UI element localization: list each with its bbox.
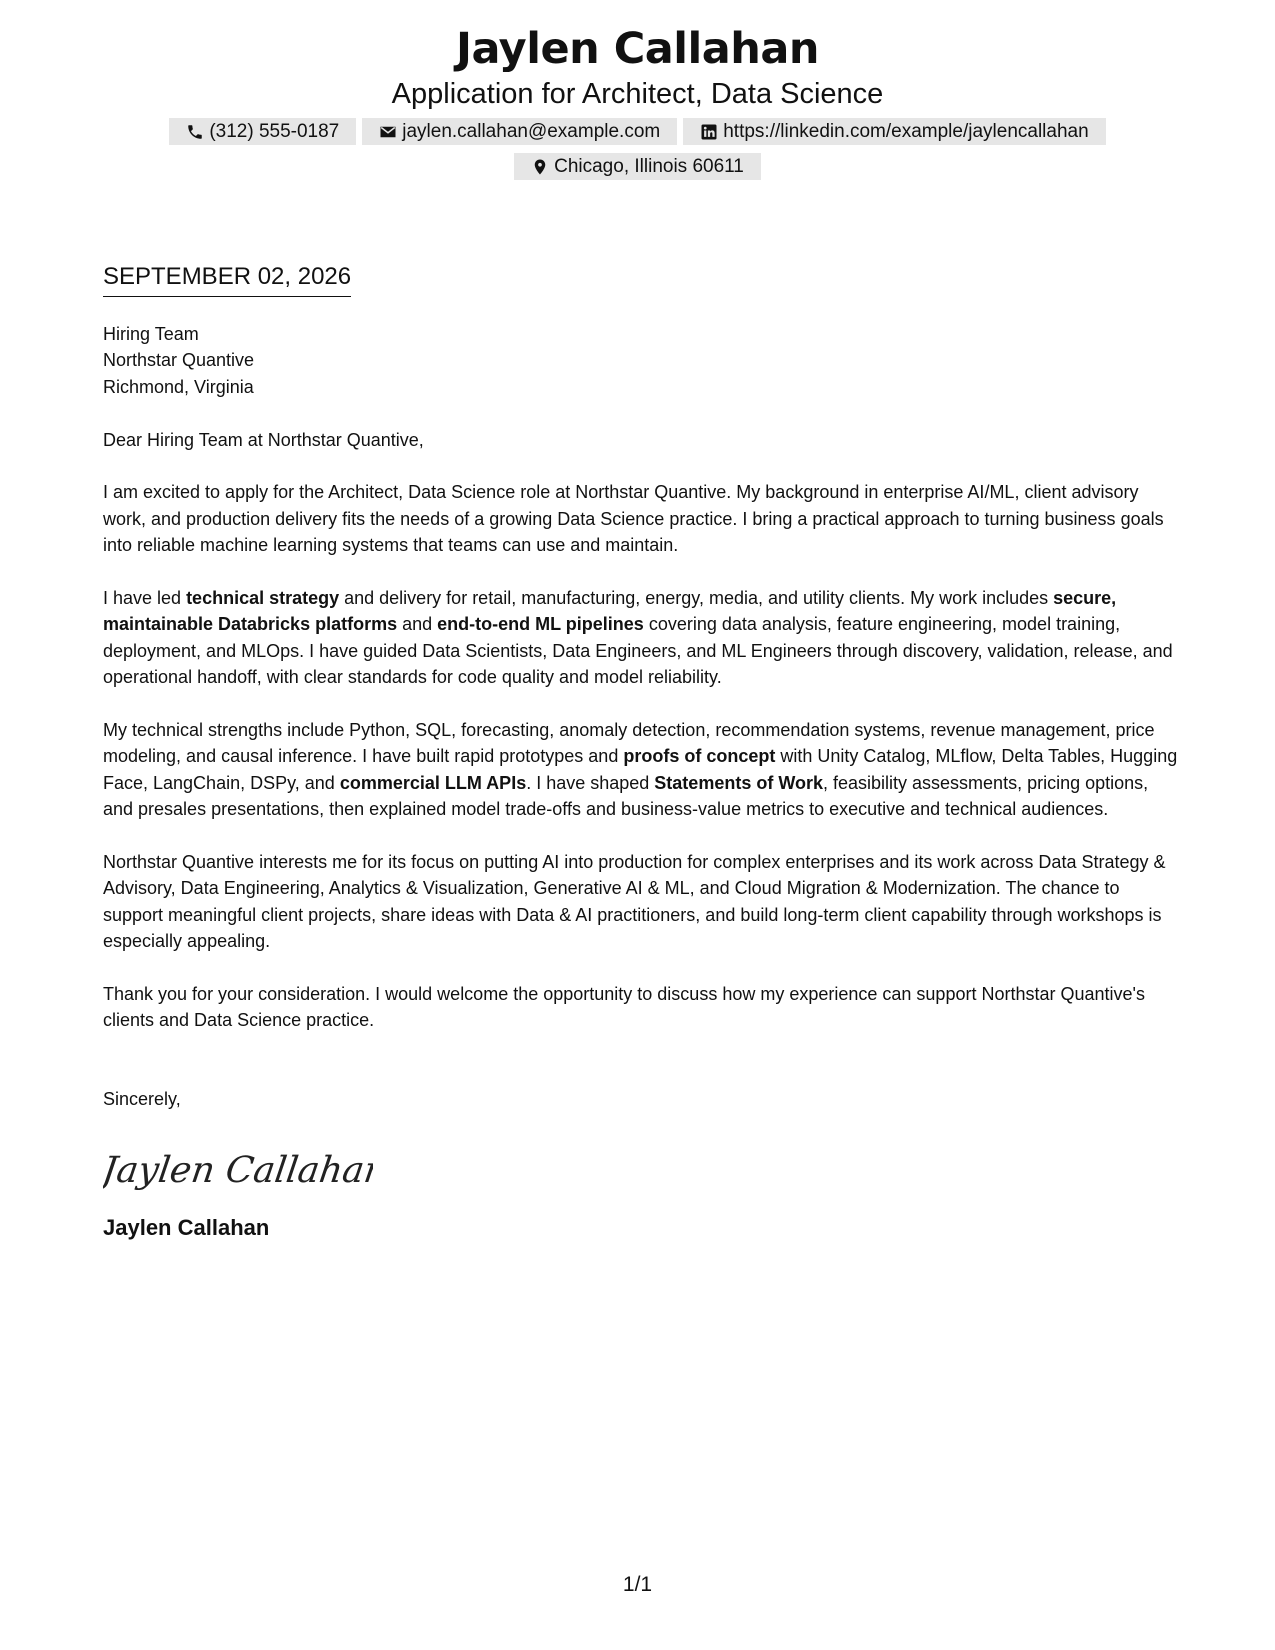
greeting: Dear Hiring Team at Northstar Quantive,: [103, 429, 424, 450]
letter-body: [103, 321, 1178, 1242]
closing: Sincerely,: [103, 1088, 181, 1109]
linkedin-text: https://linkedin.com/example/jaylencallahan: [723, 121, 1089, 142]
phone-chip[interactable]: [169, 118, 356, 145]
phone-text: (312) 555-0187: [209, 121, 340, 142]
email-chip[interactable]: [362, 118, 677, 145]
bold-text: commercial LLM APIs: [339, 772, 527, 793]
page-number: 1/1: [622, 1573, 653, 1596]
text-run: My technical strengths include Python, SQL, forecasting, anomaly detection, recommendation systems, revenue management, price modeling, and causal inference. I have built rapid prototypes and: [103, 720, 1155, 767]
letter-date: SEPTEMBER 02, 2026: [103, 262, 351, 297]
map-pin-icon: [531, 158, 549, 176]
contact-info: [0, 118, 1275, 180]
application-subtitle: Application for Architect, Data Science: [391, 78, 884, 110]
location-text: Chicago, Illinois 60611: [554, 156, 744, 177]
paragraph-1: I am excited to apply for the Architect, Data Science role at Northstar Quantive. My background in enterprise AI/ML, client advisory work, and production delivery fits the needs of a growing Data Science practice. I bring a practical approach to turning business goals into reliable machine learning systems that teams can use and maintain.: [103, 482, 1164, 556]
bold-text: secure, maintainable Databricks platforms: [103, 588, 1117, 635]
text-run: and: [397, 614, 438, 635]
contact-row-1: [0, 118, 1275, 145]
applicant-name: Jaylen Callahan: [455, 24, 820, 74]
paragraph-5: Thank you for your consideration. I would welcome the opportunity to discuss how my experience can support Northstar Quantive's clients and Data Science practice.: [103, 984, 1145, 1031]
bold-text: Statements of Work: [654, 772, 823, 793]
text-run: with Unity Catalog, MLflow, Delta Tables, Hugging Face, LangChain, DSPy, and: [103, 746, 1178, 793]
svg-text:Jaylen Callahan: Jaylen Callahan: [103, 1148, 373, 1192]
bold-text: proofs of concept: [623, 746, 776, 767]
contact-row-2: [0, 153, 1275, 180]
phone-icon: [186, 123, 204, 141]
text-run: , feasibility assessments, pricing options, and presales presentations, then explained model trade-offs and business-value metrics to executive and technical audiences.: [103, 772, 1149, 820]
bold-text: technical strategy: [186, 588, 340, 609]
text-run: covering data analysis, feature engineering, model training, deployment, and MLOps. I have guided Data Scientists, Data Engineers, and ML Engineers through discovery, validation, release, and operational handoff, with clear standards for code quality and model reliability.: [103, 614, 1173, 688]
recipient-line: Richmond, Virginia: [103, 376, 254, 397]
paragraph-4: Northstar Quantive interests me for its focus on putting AI into production for complex enterprises and its work across Data Strategy & Advisory, Data Engineering, Analytics & Visualization, Generative AI & ML, and Cloud Migration & Modernization. The chance to support meaningful client projects, share ideas with Data & AI practitioners, and build long-term client capability through workshops is especially appealing.: [103, 852, 1166, 952]
letter-header: [0, 22, 1275, 188]
signed-name: Jaylen Callahan: [103, 1215, 270, 1241]
bold-text: end-to-end ML pipelines: [437, 614, 644, 635]
letter-date-section: [103, 262, 351, 297]
recipient-line: Northstar Quantive: [103, 350, 255, 371]
linkedin-chip[interactable]: [683, 118, 1105, 145]
paragraph-2: [103, 585, 1178, 691]
recipient-block: [103, 321, 1178, 400]
text-run: I have led: [103, 588, 187, 609]
linkedin-icon: [700, 123, 718, 141]
handwritten-signature: [103, 1138, 373, 1198]
location-chip[interactable]: [514, 153, 761, 180]
paragraph-3: [103, 717, 1178, 823]
email-text: jaylen.callahan@example.com: [402, 121, 661, 142]
text-run: and delivery for retail, manufacturing, energy, media, and utility clients. My work includes: [339, 588, 1054, 609]
text-run: . I have shaped: [526, 772, 655, 793]
recipient-line: Hiring Team: [103, 324, 199, 344]
envelope-icon: [379, 123, 397, 141]
